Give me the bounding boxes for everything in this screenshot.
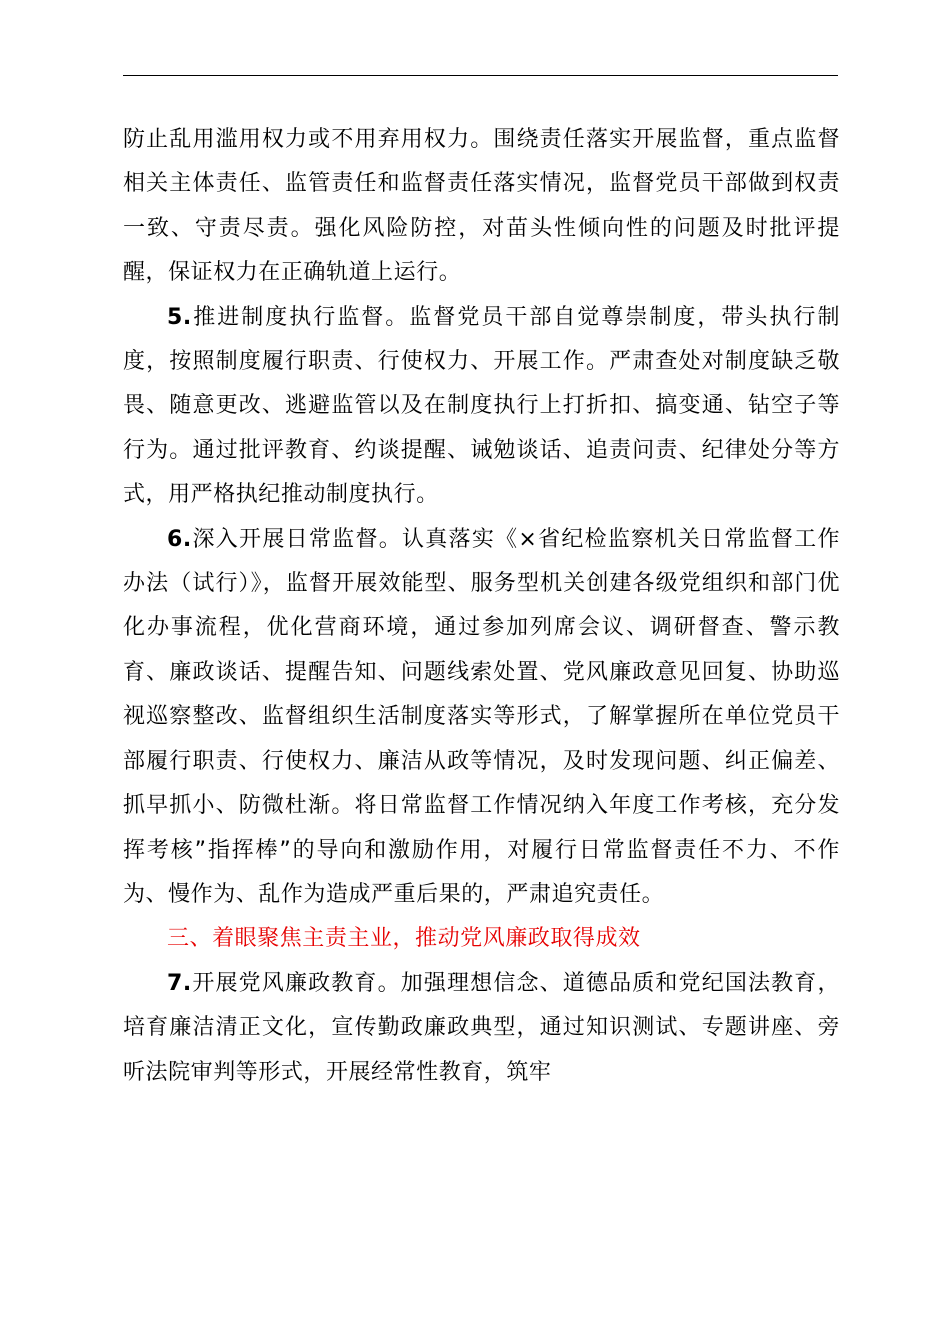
paragraph-5	[123, 296, 840, 518]
paragraph-number: 7.	[167, 970, 192, 996]
document-body	[123, 118, 840, 1095]
paragraph-text: 深入开展日常监督。认真落实《×省纪检监察机关日常监督工作办法（试行）》，监督开展效能型、服务型机关创建各级党组织和部门优化办事流程，优化营商环境，通过参加列席会议、调研督查、警示教育、廉政谈话、提醒告知、问题线索处置、党风廉政意见回复、协助巡视巡察整改、监督组织生活制度落实等形式，了解掌握所在单位党员干部履行职责、行使权力、廉洁从政等情况，及时发现问题、纠正偏差、抓早抓小、防微杜渐。将日常监督工作情况纳入年度工作考核，充分发挥考核”指挥棒”的导向和激励作用，对履行日常监督责任不力、不作为、慢作为、乱作为造成严重后果的，严肃追究责任。	[123, 526, 840, 907]
section-heading: 三、着眼聚焦主责主业，推动党风廉政取得成效	[167, 926, 641, 952]
paragraph-7	[123, 962, 840, 1095]
paragraph-number: 5.	[167, 304, 192, 330]
paragraph-text: 推进制度执行监督。监督党员干部自觉尊崇制度，带头执行制度，按照制度履行职责、行使权力、开展工作。严肃查处对制度缺乏敬畏、随意更改、逃避监管以及在制度执行上打折扣、搞变通、钻空子等行为。通过批评教育、约谈提醒、诫勉谈话、追责问责、纪律处分等方式，用严格执纪推动制度执行。	[123, 304, 840, 508]
paragraph-continued	[123, 118, 840, 296]
header-rule	[123, 75, 838, 76]
paragraph-text: 开展党风廉政教育。加强理想信念、道德品质和党纪国法教育，培育廉洁清正文化，宣传勤政廉政典型，通过知识测试、专题讲座、旁听法院审判等形式，开展经常性教育，筑牢	[123, 970, 840, 1085]
paragraph-6	[123, 518, 840, 918]
paragraph-text: 防止乱用滥用权力或不用弃用权力。围绕责任落实开展监督，重点监督相关主体责任、监管责任和监督责任落实情况，监督党员干部做到权责一致、守责尽责。强化风险防控，对苗头性倾向性的问题及时批评提醒，保证权力在正确轨道上运行。	[123, 127, 840, 286]
paragraph-number: 6.	[167, 526, 192, 552]
